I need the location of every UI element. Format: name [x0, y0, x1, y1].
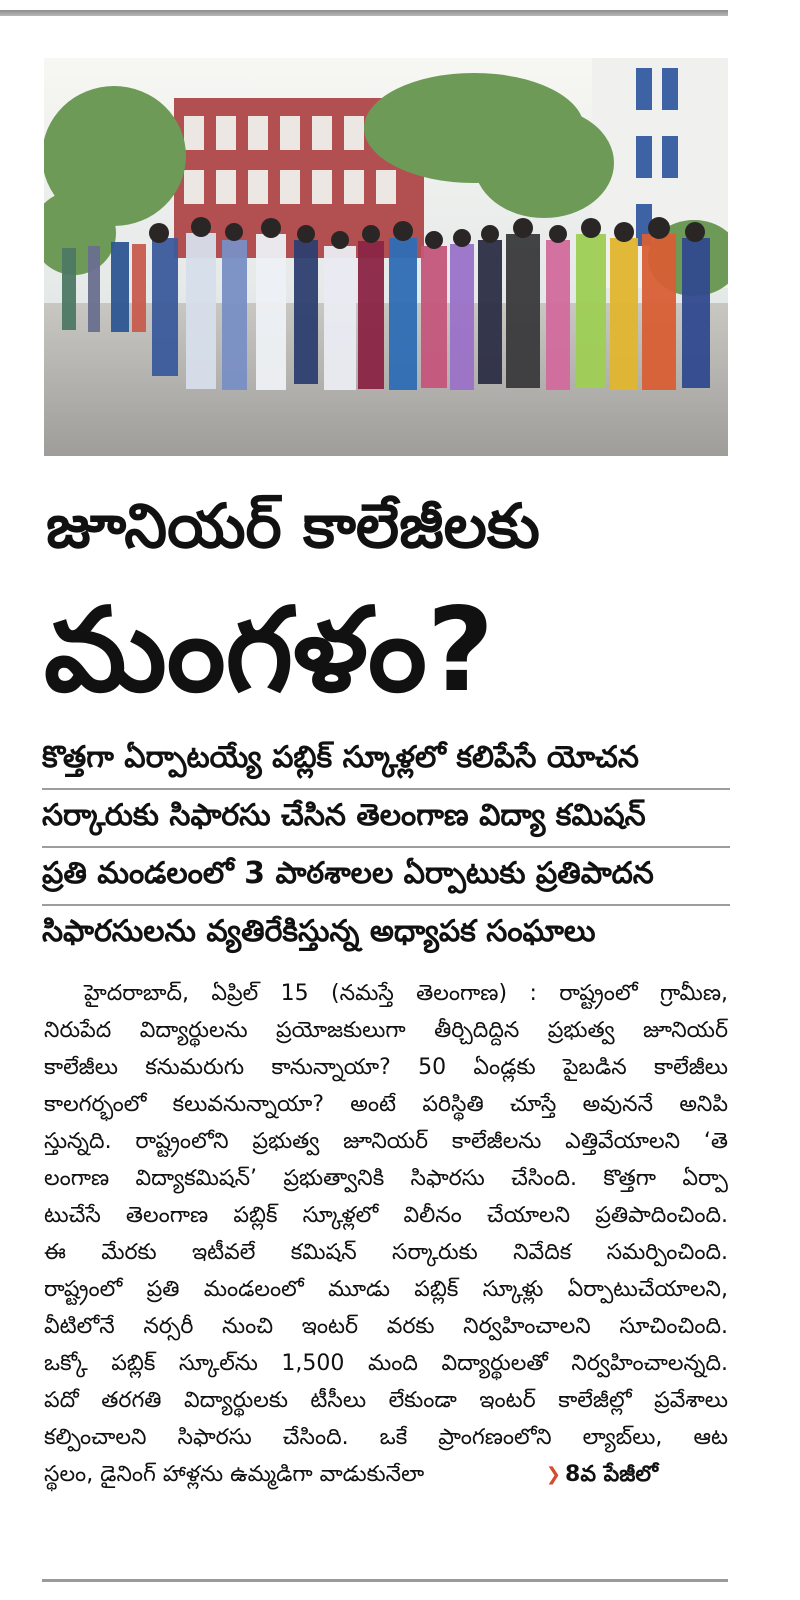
continued-reference — [546, 1456, 658, 1493]
deck-line-2: సర్కారుకు సిఫారసు చేసిన తెలంగాణ విద్యా కమిషన్ — [42, 790, 730, 848]
deck-line-1: కొత్తగా ఏర్పాటయ్యే పబ్లిక్ స్కూళ్లలో కలిపేసే యోచన — [42, 732, 730, 790]
body-line: లంగాణ విద్యాకమిషన్’ ప్రభుత్వానికి సిఫారసు చేసింది. కొత్తగా ఏర్పా — [44, 1166, 728, 1191]
body-line: కల్పించాలని సిఫారసు చేసింది. ఒకే ప్రాంగణంలోని ల్యాబ్‌లు, ఆట — [44, 1425, 728, 1450]
body-line: పదో తరగతి విద్యార్థులకు టీసీలు లేకుండా ఇంటర్ కాలేజీల్లో ప్రవేశాలు — [44, 1388, 728, 1413]
body-line: కాలగర్భంలో కలువనున్నాయా? అంటే పరిస్థితి చూస్తే అవుననే అనిపి — [44, 1092, 728, 1117]
body-line: నిరుపేద విద్యార్థులను ప్రయోజకులుగా తీర్చిదిద్దిన ప్రభుత్వ జూనియర్ — [44, 1018, 728, 1043]
body-line: కాలేజీలు కనుమరుగు కానున్నాయా? 50 ఏండ్లకు పైబడిన కాలేజీలు — [44, 1055, 728, 1080]
continue-arrow-icon: ❯ — [545, 1464, 562, 1485]
body-line-last — [44, 1456, 728, 1493]
body-line: టుచేసే తెలంగాణ పబ్లిక్ స్కూళ్లలో విలీనం చేయాలని ప్రతిపాదించింది. — [44, 1203, 728, 1228]
article-body — [44, 975, 728, 1493]
headline-line-2: మంగళం? — [44, 585, 495, 717]
deck-line-3: ప్రతి మండలంలో 3 పాఠశాలల ఏర్పాటుకు ప్రతిపాదన — [42, 848, 730, 906]
body-line: హైదరాబాద్, ఏప్రిల్ 15 (నమస్తే తెలంగాణ) : రాష్ట్రంలో గ్రామీణ, — [84, 981, 728, 1006]
body-line: స్తున్నది. రాష్ట్రంలోని ప్రభుత్వ జూనియర్ కాలేజీలను ఎత్తివేయాలని ‘తె — [44, 1129, 728, 1154]
top-rule — [0, 10, 728, 16]
students-walking-photo — [44, 58, 728, 456]
continued-label: 8వ పేజీలో — [565, 1462, 658, 1487]
body-line: వీటిలోనే నర్సరీ నుంచి ఇంటర్ వరకు నిర్వహించాలని సూచించింది. — [44, 1314, 728, 1339]
deck — [42, 732, 730, 964]
bottom-rule — [42, 1579, 728, 1582]
body-line: రాష్ట్రంలో ప్రతి మండలంలో మూడు పబ్లిక్ స్కూళ్లు ఏర్పాటుచేయాలని, — [44, 1277, 728, 1302]
body-line: ఒక్కో పబ్లిక్ స్కూల్‌ను 1,500 మంది విద్యార్థులతో నిర్వహించాలన్నది. — [44, 1351, 728, 1376]
body-line: ఈ మేరకు ఇటీవలే కమిషన్ సర్కారుకు నివేదిక సమర్పించింది. — [44, 1240, 728, 1265]
deck-line-4: సిఫారసులను వ్యతిరేకిస్తున్న అధ్యాపక సంఘాలు — [42, 914, 596, 949]
body-line-last-text: స్థలం, డైనింగ్ హాళ్లను ఉమ్మడిగా వాడుకునేలా — [44, 1462, 425, 1487]
headline-line-1: జూనియర్ కాలేజీలకు — [46, 491, 540, 562]
